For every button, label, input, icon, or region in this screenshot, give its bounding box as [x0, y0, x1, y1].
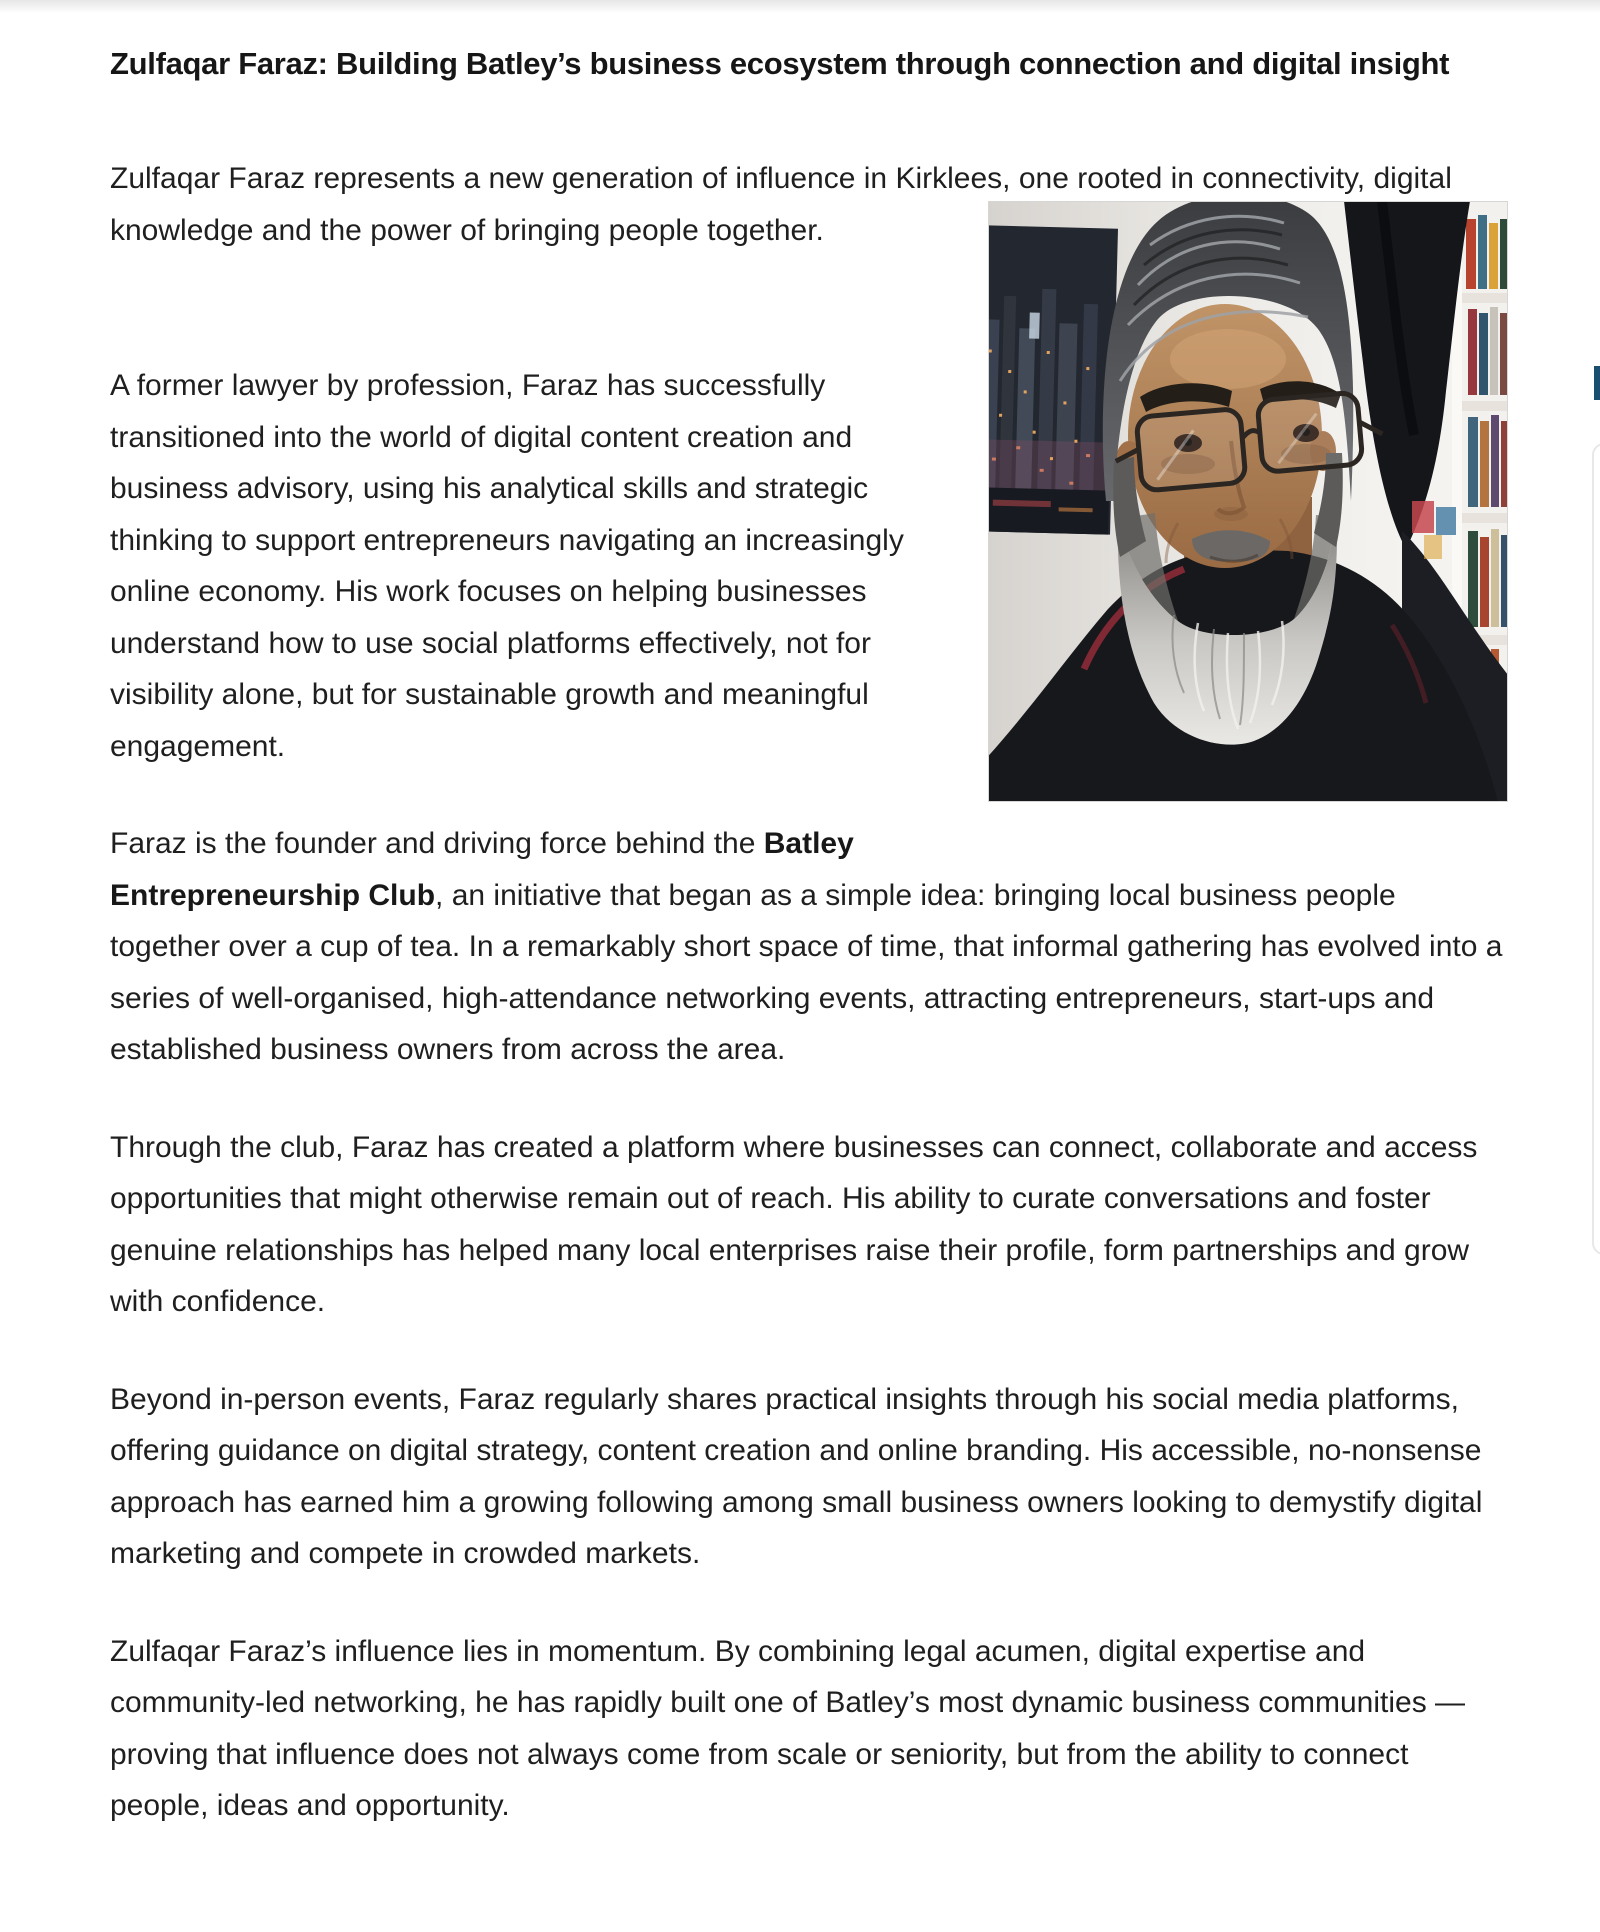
- article-paragraph-career: A former lawyer by profession, Faraz has successfully transitioned into the world of digital content creation and business advisory, using his analytical skills and strategic thinking to support entrepreneurs navigating an increasingly online economy. His work focuses on helping businesses understand how to use social platforms effectively, not for visibility alone, but for sustainable growth and meaningful engagement.: [110, 369, 904, 763]
- portrait-photo: [988, 201, 1508, 802]
- club-name-bold: Batley Entrepreneurship Club: [110, 827, 854, 912]
- article-paragraph-intro: Zulfaqar Faraz represents a new generation of influence in Kirklees, one rooted in connectivity, digital knowledge and the power of bringing people together.: [110, 162, 1452, 247]
- article-paragraph-platform: Through the club, Faraz has created a platform where businesses can connect, collaborate and access opportunities that might otherwise remain out of reach. His ability to curate conversations and foster genuine relationships has helped many local enterprises raise their profile, form partnerships and grow with confidence.: [110, 1130, 1478, 1318]
- article-paragraph-club: [110, 818, 1508, 1076]
- portrait-photo-illustration: [988, 201, 1508, 802]
- right-edge-accent-bar: [1594, 366, 1600, 400]
- article-paragraph-social-media: Beyond in-person events, Faraz regularly shares practical insights through his social media platforms, offering guidance on digital strategy, content creation and online branding. His accessible, no-nonsense approach has earned him a growing following among small business owners looking to demystify digital marketing and compete in crowded markets.: [110, 1382, 1483, 1570]
- paragraph-text: , an initiative that began as a simple idea: bringing local business people together over a cup of tea. In a remarkably short space of time, that informal gathering has evolved into a series of well-organised, high-attendance networking events, attracting entrepreneurs, start-ups and established business owners from across the area.: [110, 878, 1503, 1066]
- article: [110, 0, 1508, 1832]
- offscreen-side-panel-edge: [1592, 443, 1600, 1255]
- article-paragraph-conclusion: Zulfaqar Faraz’s influence lies in momentum. By combining legal acumen, digital expertise and community-led networking, he has rapidly built one of Batley’s most dynamic business communities — proving that influence does not always come from scale or seniority, but from the ability to connect people, ideas and opportunity.: [110, 1634, 1466, 1822]
- page-title: Zulfaqar Faraz: Building Batley’s business ecosystem through connection and digital insight: [110, 46, 1450, 81]
- paragraph-text: Faraz is the founder and driving force behind the: [110, 827, 764, 860]
